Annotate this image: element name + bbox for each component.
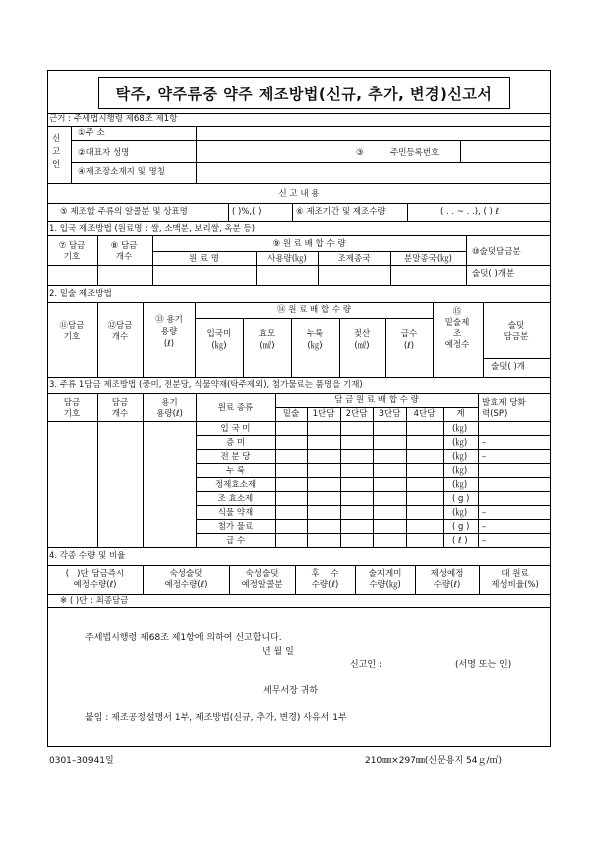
divider — [47, 285, 551, 286]
divider — [196, 505, 551, 506]
legal-basis: 근거 : 주세법시행령 제68조 제1항 — [49, 114, 178, 124]
s3-step-1: 1단담 — [312, 409, 335, 419]
alcohol-value: ( )%,( ) — [232, 207, 262, 217]
paper-spec: 210㎜×297㎜(신문용지 54ｇ/㎡) — [365, 756, 503, 766]
divider — [196, 126, 197, 183]
divider — [196, 533, 551, 534]
s1-col8: ⑧ 담금 개수 — [110, 241, 138, 262]
divider — [196, 491, 551, 492]
s3-col-vol: 용기 용량(ℓ) — [156, 398, 183, 419]
s3-col-kind: 원료 종류 — [217, 403, 254, 413]
s1-sub-powder: 분말종국(㎏) — [404, 254, 452, 264]
applicant-side-label: 신 고 인 — [52, 134, 61, 170]
divider — [71, 140, 551, 141]
divider — [47, 547, 551, 548]
s2-sub-water: 급수 (ℓ) — [400, 329, 418, 351]
s3-row-dash: – — [482, 508, 487, 518]
declaration-statement: 주세법시행령 제68조 제1항에 의하여 신고합니다. — [85, 633, 282, 643]
resident-no-mark: ③ — [356, 148, 364, 158]
divider — [196, 519, 551, 520]
s2-col14: ⑭ 원 료 배 합 수 량 — [277, 305, 351, 315]
s3-col-code: 담금 기호 — [63, 398, 81, 419]
s4-col-after: 후 수 수량(ℓ) — [311, 569, 339, 590]
divider — [47, 421, 551, 422]
section4-title: 4. 각종 수량 및 비율 — [49, 551, 126, 561]
declaration-sign: (서명 또는 인) — [455, 660, 512, 670]
content-header: 신 고 내 용 — [278, 189, 320, 199]
s3-step-4: 4단담 — [413, 409, 436, 419]
s2-col13: ⑬ 용기 용량 (ℓ) — [155, 315, 183, 349]
s1-sub-mill: 조제종국 — [337, 254, 371, 264]
s3-row-name: 입 국 미 — [220, 424, 251, 434]
divider — [47, 607, 551, 608]
divider — [97, 235, 98, 285]
s3-row-unit: (㎏) — [452, 508, 468, 518]
declaration-recipient: 세무서장 귀하 — [263, 686, 319, 696]
s3-row-unit: (㎏) — [452, 480, 468, 490]
s3-row-name: 정제효소제 — [214, 480, 257, 490]
s1-sub-amount: 사용량(㎏) — [267, 254, 307, 264]
divider — [47, 377, 551, 378]
period-label: ⑥ 제조기간 및 제조수량 — [296, 207, 386, 217]
s4-col-ratio: 대 원료 제성비율(%) — [491, 569, 539, 590]
s2-col16: 술덧 담금분 — [503, 321, 529, 342]
divider — [47, 183, 551, 184]
s3-col-count: 담금 개수 — [111, 398, 129, 419]
s4-col-initial: ( )단 담금즉시 예정수량(ℓ) — [65, 569, 125, 590]
divider — [478, 393, 479, 547]
s3-col-yield: 발효제 당화 력(SP) — [482, 398, 526, 419]
s2-sub-yeast: 효모 (㎖) — [258, 329, 276, 351]
s1-col9: ⑨ 원 료 배 합 수 량 — [272, 239, 346, 249]
s3-row-unit: (㎏) — [452, 438, 468, 448]
s3-step-2: 2단담 — [345, 409, 368, 419]
s2-sub-nuruk-rice: 입국미 (㎏) — [206, 329, 232, 351]
divider — [275, 407, 478, 408]
divider — [407, 203, 408, 221]
s4-col-aging-qty: 숙성술덧 예정수량(ℓ) — [164, 569, 208, 590]
divider — [71, 126, 72, 183]
divider — [195, 318, 433, 319]
s3-row-name: 식물 약재 — [217, 508, 254, 518]
divider — [47, 235, 551, 236]
s3-row-name: 급 수 — [225, 536, 246, 546]
divider — [196, 435, 551, 436]
s3-row-unit: (㎏) — [452, 424, 468, 434]
s3-row-dash: – — [482, 536, 487, 546]
divider — [196, 477, 551, 478]
s3-row-name: 첨가 물료 — [217, 522, 254, 532]
s3-step-total: 계 — [456, 409, 465, 419]
section1-title: 1. 입국 제조방법 (원료명 : 쌀, 소맥분, 보리쌀, 옥분 등) — [49, 224, 256, 234]
s4-note: ※ ( )단 : 최종담금 — [60, 596, 129, 606]
s2-sub-lactic: 젖산 (㎖) — [353, 329, 371, 351]
s3-row-dash: – — [482, 438, 487, 448]
alcohol-label: ⑤ 제조할 주류의 알콜분 및 상표명 — [60, 207, 188, 217]
s3-row-name: 전 분 당 — [220, 452, 251, 462]
section2-title: 2. 밑술 제조방법 — [49, 289, 112, 299]
divider — [292, 203, 293, 221]
s4-col-planned: 제성예정 수량(ℓ) — [430, 569, 464, 590]
declaration-applicant: 신고인 : — [350, 660, 382, 670]
s3-row-unit: ( g ) — [452, 522, 470, 532]
s3-row-dash: – — [482, 522, 487, 532]
divider — [196, 463, 551, 464]
s3-row-unit: (㎏) — [452, 452, 468, 462]
s4-col-aging-abv: 숙성술덧 예정알콜분 — [241, 569, 283, 590]
declaration-attachment: 붙임 : 제조공정설명서 1부, 제조방법(신규, 추가, 변경) 사유서 1부 — [85, 713, 347, 723]
s3-step-base: 밑술 — [282, 409, 300, 419]
s3-row-dash: – — [482, 452, 487, 462]
divider — [196, 449, 551, 450]
s3-row-name: 증 미 — [225, 438, 246, 448]
s2-col12: ⑫담금 개수 — [107, 321, 133, 342]
divider — [47, 594, 551, 595]
s1-col10-value: 술덧( )개분 — [472, 269, 515, 279]
s3-row-unit: ( ℓ ) — [452, 536, 468, 546]
divider — [152, 251, 466, 252]
divider — [47, 126, 551, 127]
representative-label: ②대표자 성명 — [78, 148, 130, 158]
s3-row-unit: ( g ) — [452, 494, 470, 504]
divider — [47, 265, 551, 266]
divider — [47, 565, 551, 566]
divider — [460, 140, 461, 162]
factory-label: ④제조장소재지 및 명칭 — [78, 167, 165, 177]
s3-col-mix: 담 금 원 료 배 합 수 량 — [334, 395, 419, 405]
address-label: ①주 소 — [78, 128, 105, 138]
s2-sub-nuruk: 누룩 (㎏) — [306, 329, 324, 351]
form-code: 0301–30941일 — [49, 756, 114, 766]
divider — [47, 302, 551, 303]
s2-col15: ⑮ 밑술제 조 예정수 — [444, 307, 470, 350]
divider — [47, 203, 551, 204]
declaration-date: 년 월 일 — [262, 647, 294, 657]
s2-col16-value: 술덧( )개 — [491, 362, 525, 372]
form-title: 탁주, 약주류중 약주 제조방법(신규, 추가, 변경)신고서 — [98, 77, 510, 109]
s1-sub-name: 원 료 명 — [188, 254, 220, 264]
divider — [47, 221, 551, 222]
period-value: ( . . ~ . .), ( ) ℓ — [440, 207, 500, 217]
section3-title: 3. 주류 1담금 제조방법 (중미, 전분당, 식물약재(탁주제외), 첨가물료는 품명을 기재) — [49, 380, 363, 390]
s2-col11: ⑪담금 기호 — [59, 321, 85, 342]
divider — [47, 393, 551, 394]
divider — [483, 358, 551, 359]
s4-col-lees: 술지게미 수량(㎏) — [368, 569, 402, 590]
divider — [466, 235, 467, 285]
divider — [71, 162, 551, 163]
divider — [228, 203, 229, 221]
s1-col10: ⑩술덧담금분 — [472, 247, 521, 257]
resident-no-label: 주민등록번호 — [390, 148, 440, 158]
s3-row-name: 조 효소제 — [217, 494, 254, 504]
s3-row-name: 누 룩 — [225, 466, 246, 476]
s1-col7: ⑦ 담금 기호 — [58, 241, 86, 262]
s3-row-unit: (㎏) — [452, 466, 468, 476]
s3-step-3: 3단담 — [378, 409, 401, 419]
